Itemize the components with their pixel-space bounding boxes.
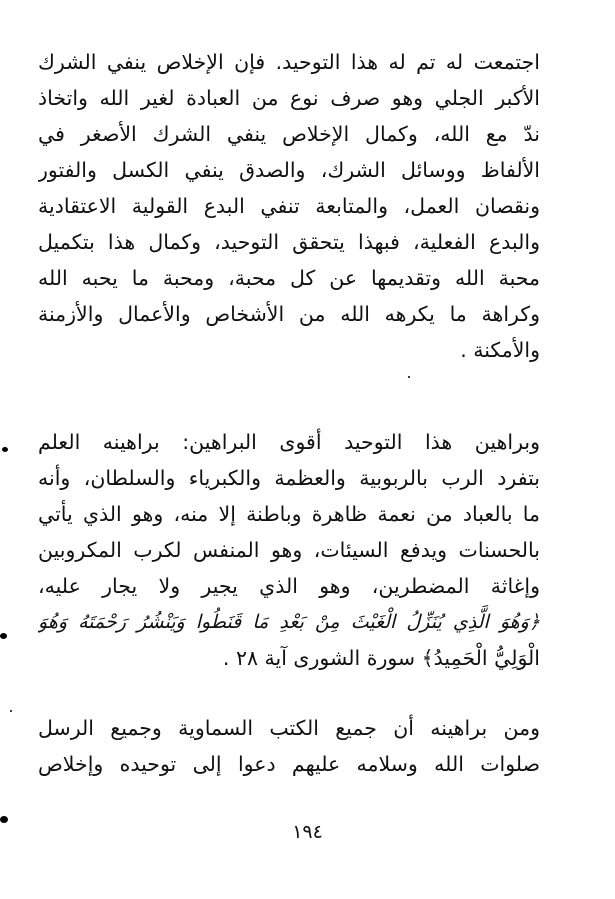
scan-speck	[10, 710, 12, 712]
text-line: ومن براهينه أن جميع الكتب السماوية وجميع الرسل	[38, 716, 540, 740]
text-line: الأكبر الجلي وهو صرف نوع من العبادة لغير الله واتخاذ	[38, 86, 540, 110]
text-line: وإغاثة المضطرين، وهو الذي يجير ولا يجار عليه،	[38, 574, 540, 598]
text-line: وبراهين هذا التوحيد أقوى البراهين: براهينه العلم	[38, 430, 540, 454]
text-line: بالحسنات ويدفع السيئات، وهو المنفس لكرب المكروبين	[38, 538, 540, 562]
quran-verse-line: الْوَلِيُّ الْحَمِيدُ﴾ سورة الشورى آية ٢٨ .	[222, 646, 540, 670]
text-line: صلوات الله وسلامه عليهم دعوا إلى توحيده وإخلاص	[38, 752, 540, 776]
scan-speck	[0, 633, 7, 639]
paragraph-1	[38, 44, 540, 368]
page-number: ١٩٤	[292, 821, 323, 843]
text-line: اجتمعت له تم له هذا التوحيد. فإن الإخلاص ينفي الشرك	[38, 50, 540, 74]
text-line: وكراهة ما يكرهه الله من الأشخاص والأعمال والأزمنة	[38, 302, 540, 326]
text-line: محبة الله وتقديمها عن كل محبة، ومحبة ما يحبه الله	[38, 266, 540, 290]
text-line: الألفاظ ووسائل الشرك، والصدق ينفي الكسل والفتور	[38, 158, 540, 182]
scan-speck	[2, 447, 8, 452]
text-line: ونقصان العمل، والمتابعة تنفي البدع القولية الاعتقادية	[38, 194, 540, 218]
scan-speck	[0, 816, 8, 823]
text-line: ما بالعباد من نعمة ظاهرة وباطنة إلا منه، وهو الذي يأتي	[38, 502, 540, 526]
paragraph-2	[38, 424, 540, 676]
paragraph-3	[38, 710, 540, 782]
quran-verse-line: ﴿وَهُوَ الَّذِي يُنَزِّلُ الْغَيْثَ مِنْ بَعْدِ مَا قَنَطُوا وَيَنْشُرُ رَحْمَتَهُ وَهُوَ	[38, 611, 540, 633]
text-line: بتفرد الرب بالربوبية والعظمة والكبرياء والسلطان، وأنه	[38, 466, 540, 490]
text-line: والأمكنة .	[460, 338, 540, 362]
scan-speck	[408, 376, 410, 378]
text-line: ندّ مع الله، وكمال الإخلاص ينفي الشرك الأصغر في	[38, 122, 540, 146]
text-line: والبدع الفعلية، فبهذا يتحقق التوحيد، وكمال هذا بتكميل	[38, 230, 540, 254]
